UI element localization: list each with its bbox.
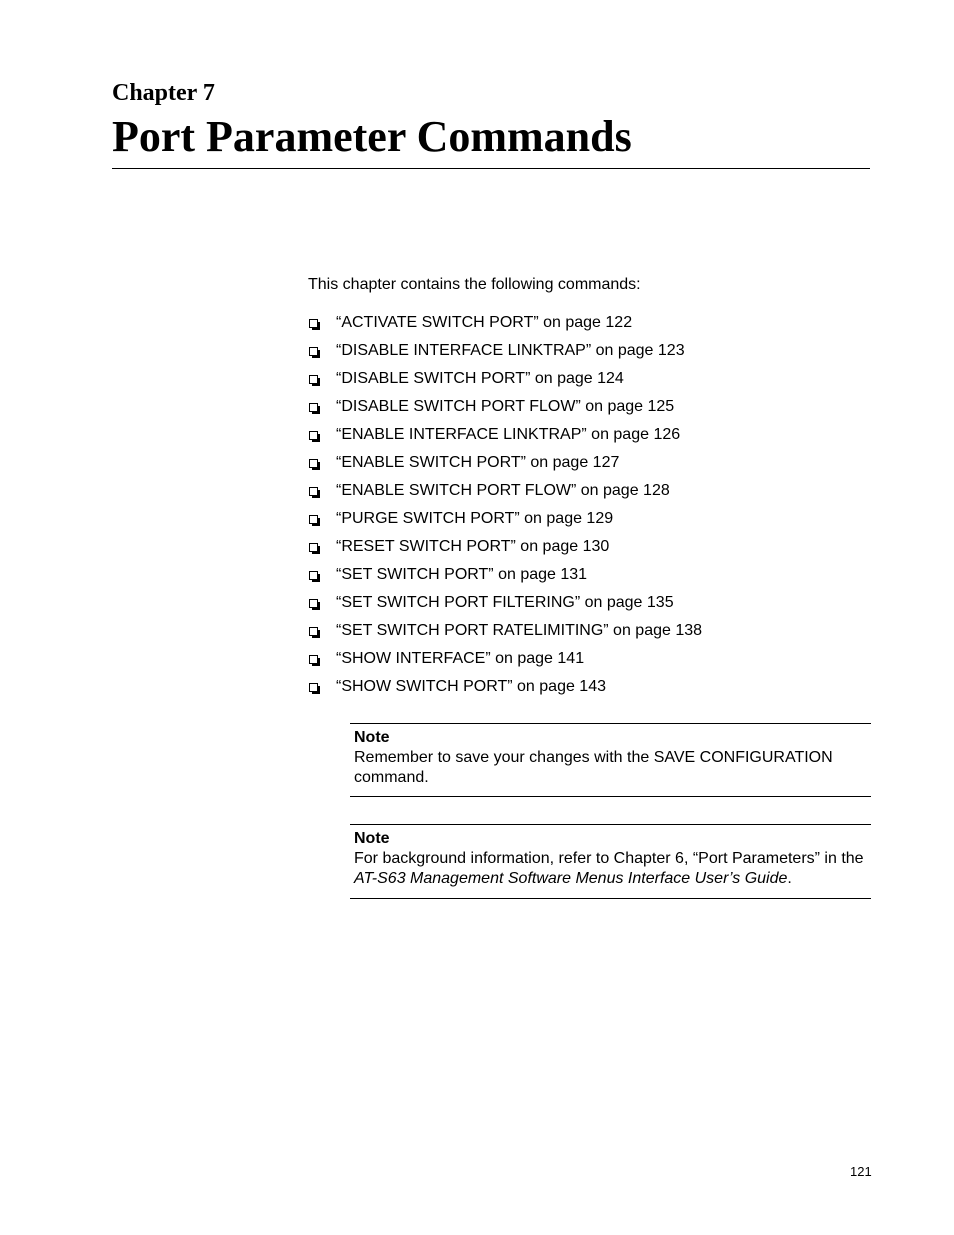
list-item — [308, 340, 702, 368]
checkbox-bullet-icon — [308, 508, 336, 530]
checkbox-bullet-icon — [308, 536, 336, 558]
title-rule — [112, 168, 870, 169]
checkbox-bullet-icon — [308, 648, 336, 670]
list-item — [308, 480, 702, 508]
command-link[interactable]: “SHOW SWITCH PORT” on page 143 — [336, 678, 606, 695]
command-link[interactable]: “ENABLE SWITCH PORT FLOW” on page 128 — [336, 482, 670, 499]
checkbox-bullet-icon — [308, 592, 336, 614]
list-item — [308, 592, 702, 620]
list-item — [308, 452, 702, 480]
list-item — [308, 620, 702, 648]
checkbox-bullet-icon — [308, 676, 336, 698]
chapter-label: Chapter 7 — [112, 80, 215, 106]
list-item — [308, 424, 702, 452]
command-link[interactable]: “SET SWITCH PORT RATELIMITING” on page 138 — [336, 622, 703, 639]
command-link[interactable]: “SET SWITCH PORT FILTERING” on page 135 — [336, 594, 674, 611]
command-link[interactable]: “ACTIVATE SWITCH PORT” on page 122 — [336, 314, 633, 331]
command-link[interactable]: “SHOW INTERFACE” on page 141 — [336, 650, 585, 667]
checkbox-bullet-icon — [308, 340, 336, 362]
command-link[interactable]: “ENABLE INTERFACE LINKTRAP” on page 126 — [336, 426, 681, 443]
list-item — [308, 676, 702, 704]
command-link[interactable]: “ENABLE SWITCH PORT” on page 127 — [336, 454, 620, 471]
note-heading: Note — [354, 729, 390, 746]
note-background-information — [350, 824, 871, 899]
command-link[interactable]: “RESET SWITCH PORT” on page 130 — [336, 538, 610, 555]
checkbox-bullet-icon — [308, 452, 336, 474]
command-link[interactable]: “DISABLE SWITCH PORT FLOW” on page 125 — [336, 398, 675, 415]
command-link[interactable]: “SET SWITCH PORT” on page 131 — [336, 566, 588, 583]
guide-title: AT-S63 Management Software Menus Interface User’s Guide — [354, 870, 788, 887]
note-body-end: . — [787, 870, 792, 887]
list-item — [308, 312, 702, 340]
checkbox-bullet-icon — [308, 564, 336, 586]
checkbox-bullet-icon — [308, 312, 336, 334]
checkbox-bullet-icon — [308, 620, 336, 642]
list-item — [308, 648, 702, 676]
note-body — [354, 849, 871, 889]
checkbox-bullet-icon — [308, 368, 336, 390]
page-number: 121 — [850, 1164, 872, 1179]
note-body-text: For background information, refer to Chapter 6, “Port Parameters” in the — [354, 850, 864, 867]
command-link[interactable]: “PURGE SWITCH PORT” on page 129 — [336, 510, 614, 527]
list-item — [308, 564, 702, 592]
command-list — [308, 312, 702, 704]
note-heading: Note — [354, 830, 390, 847]
intro-text: This chapter contains the following commands: — [308, 276, 641, 293]
command-link[interactable]: “DISABLE SWITCH PORT” on page 124 — [336, 370, 624, 387]
list-item — [308, 508, 702, 536]
command-link[interactable]: “DISABLE INTERFACE LINKTRAP” on page 123 — [336, 342, 685, 359]
list-item — [308, 396, 702, 424]
checkbox-bullet-icon — [308, 480, 336, 502]
note-body: Remember to save your changes with the SAVE CONFIGURATION command. — [354, 749, 833, 786]
list-item — [308, 536, 702, 564]
checkbox-bullet-icon — [308, 424, 336, 446]
checkbox-bullet-icon — [308, 396, 336, 418]
list-item — [308, 368, 702, 396]
chapter-title: Port Parameter Commands — [112, 112, 632, 161]
note-save-configuration — [350, 723, 871, 797]
